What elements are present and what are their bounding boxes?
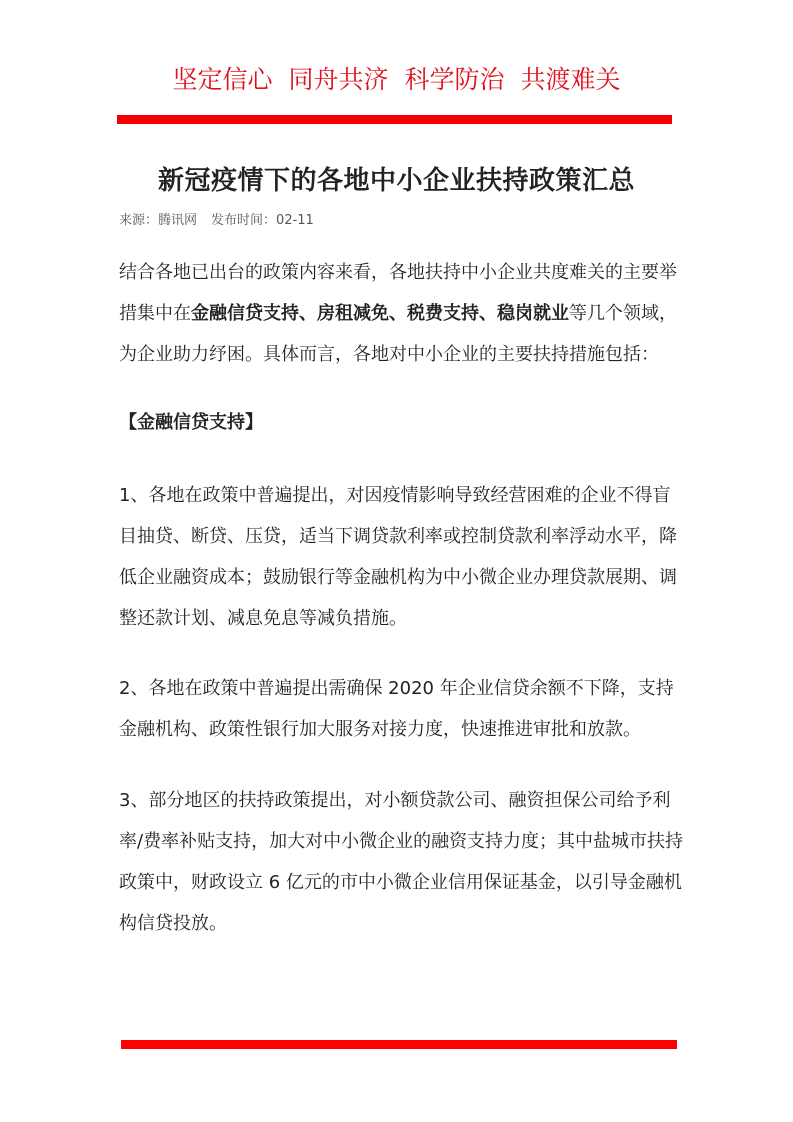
intro-separator: 、 xyxy=(479,303,497,324)
slogan: 同舟共济 xyxy=(288,65,389,94)
article-meta xyxy=(119,209,314,228)
intro-highlight: 金融信贷支持 xyxy=(191,303,299,324)
policy-item-3: 3、部分地区的扶持政策提出，对小额贷款公司、融资担保公司给予利率/费率补贴支持，加大对中小微企业的融资支持力度；其中盐城市扶持政策中，财政设立 6 亿元的市中小微企业信用保证基金，以引导金融机构信贷投放。 xyxy=(119,790,684,934)
intro-text: 结合各地已出台的政策内容来看，各地扶持中小企业共度难关的主要举措集中在 xyxy=(119,262,677,324)
intro-paragraph xyxy=(119,252,684,375)
slogan: 科学防治 xyxy=(404,65,505,94)
time-value: 02-11 xyxy=(276,213,314,228)
policy-item-1: 1、各地在政策中普遍提出，对因疫情影响导致经营困难的企业不得盲目抽贷、断贷、压贷，适当下调贷款利率或控制贷款利率浮动水平，降低企业融资成本；鼓励银行等金融机构为中小微企业办理贷款展期、调整还款计划、减息免息等减负措施。 xyxy=(119,485,677,629)
article-title: 新冠疫情下的各地中小企业扶持政策汇总 xyxy=(157,166,635,196)
intro-highlight: 稳岗就业 xyxy=(497,303,569,324)
intro-highlight: 税费支持 xyxy=(407,303,479,324)
policy-item-2: 2、各地在政策中普遍提出需确保 2020 年企业信贷余额不下降，支持金融机构、政策性银行加大服务对接力度，快速推进审批和放款。 xyxy=(119,678,674,740)
slogan-banner xyxy=(0,60,793,96)
slogan: 共渡难关 xyxy=(520,65,621,94)
source-label: 来源： xyxy=(119,213,159,228)
section-heading: 【金融信贷支持】 xyxy=(119,412,263,433)
intro-separator: 、 xyxy=(389,303,407,324)
intro-text: 等几个领域，为企业助力纾困。具体而言，各地对中小企业的主要扶持措施包括： xyxy=(119,303,677,365)
slogan: 坚定信心 xyxy=(172,65,273,94)
time-label: 发布时间： xyxy=(211,213,277,228)
intro-separator: 、 xyxy=(299,303,317,324)
bottom-red-divider xyxy=(121,1040,677,1049)
top-red-divider xyxy=(117,115,672,124)
source-value: 腾讯网 xyxy=(158,213,198,228)
intro-highlight: 房租减免 xyxy=(317,303,389,324)
